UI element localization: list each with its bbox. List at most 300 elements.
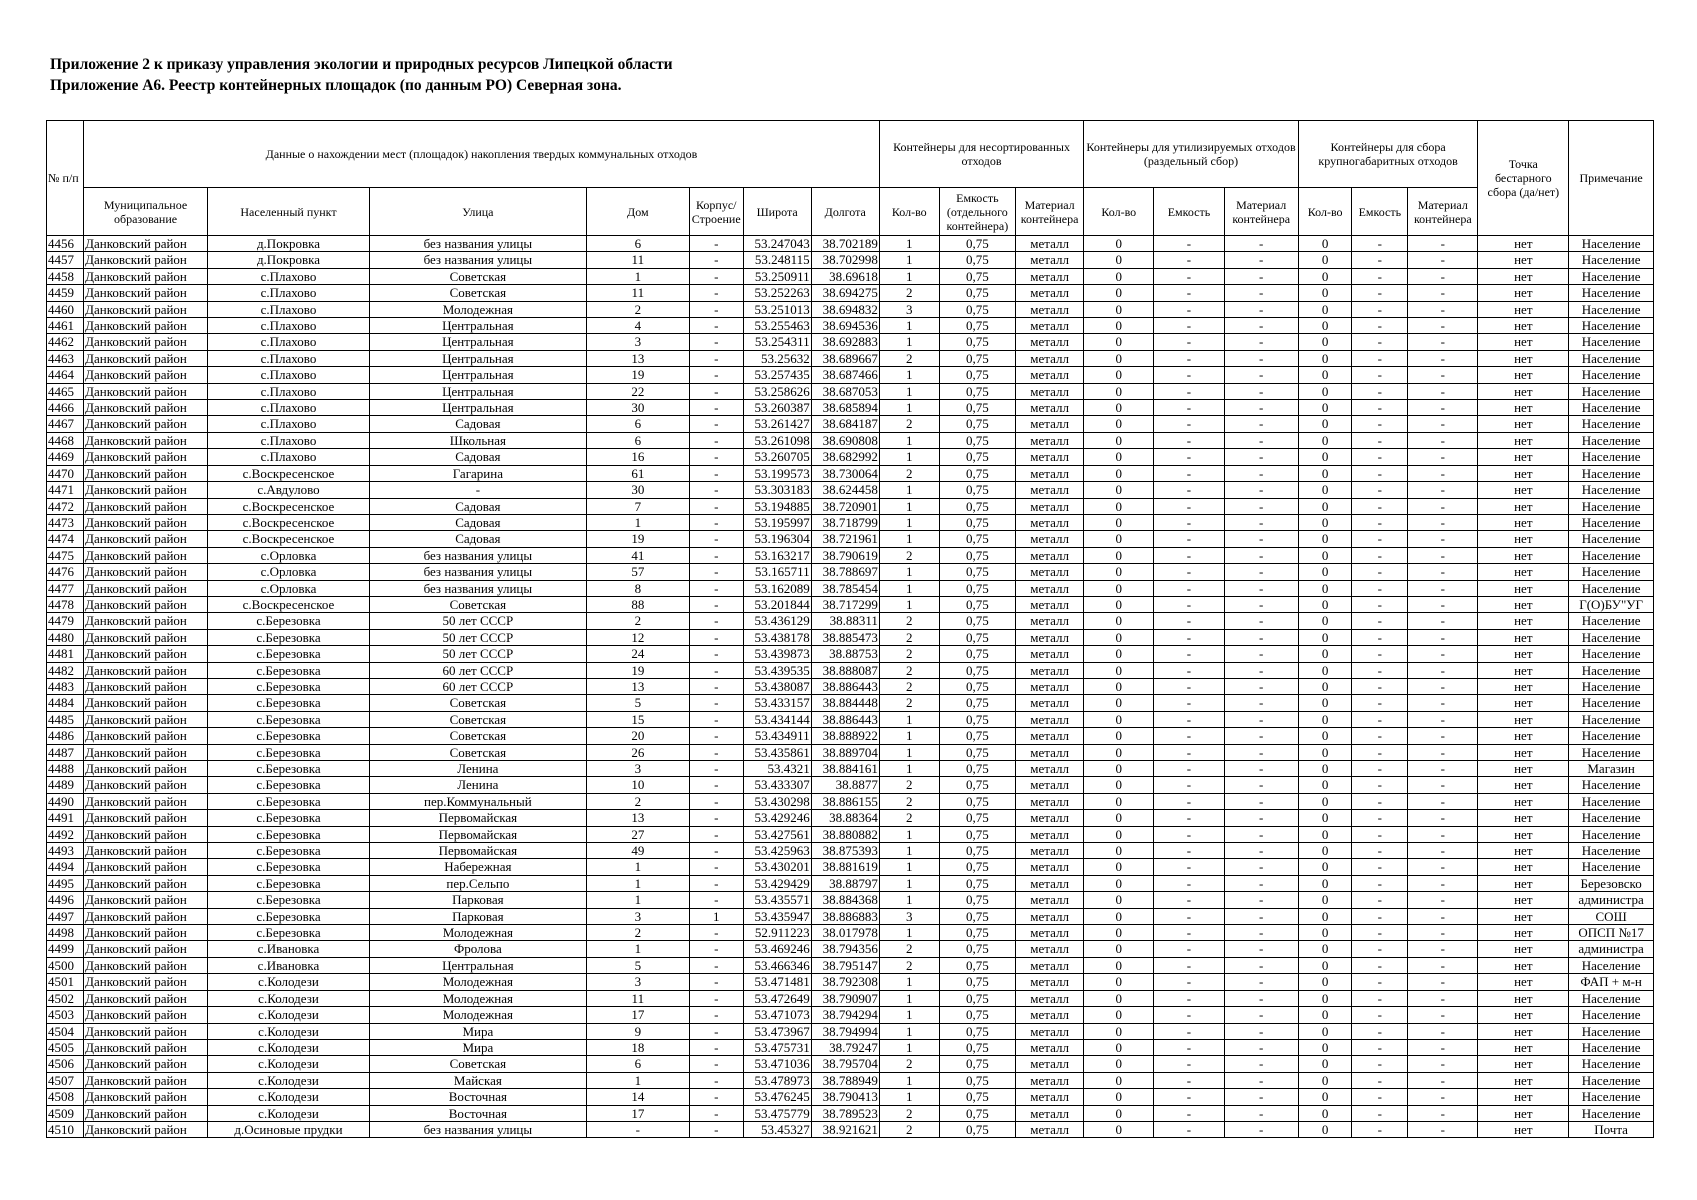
cell-unsorted-material: металл bbox=[1016, 318, 1084, 334]
table-row bbox=[47, 646, 1654, 662]
cell-recyclable-material: - bbox=[1224, 826, 1298, 842]
cell-building: - bbox=[689, 826, 743, 842]
cell-bulky-capacity: - bbox=[1352, 400, 1408, 416]
cell-lon: 38.790413 bbox=[811, 1089, 879, 1105]
cell-point: нет bbox=[1478, 531, 1569, 547]
cell-unsorted-count: 2 bbox=[879, 695, 939, 711]
cell-bulky-count: 0 bbox=[1298, 318, 1352, 334]
cell-recyclable-capacity: - bbox=[1154, 400, 1224, 416]
cell-house: 19 bbox=[586, 531, 689, 547]
cell-recyclable-capacity: - bbox=[1154, 875, 1224, 891]
cell-unsorted-material: металл bbox=[1016, 449, 1084, 465]
cell-lat: 53.466346 bbox=[743, 957, 811, 973]
table-row bbox=[47, 859, 1654, 875]
cell-house: 15 bbox=[586, 711, 689, 727]
cell-unsorted-capacity: 0,75 bbox=[939, 547, 1015, 563]
cell-unsorted-count: 2 bbox=[879, 646, 939, 662]
cell-bulky-count: 0 bbox=[1298, 580, 1352, 596]
header-bulky-capacity: Емкость bbox=[1352, 188, 1408, 236]
cell-bulky-material: - bbox=[1408, 761, 1478, 777]
cell-unsorted-count: 1 bbox=[879, 826, 939, 842]
cell-municipality: Данковский район bbox=[84, 695, 208, 711]
cell-bulky-count: 0 bbox=[1298, 498, 1352, 514]
cell-lon: 38.884161 bbox=[811, 761, 879, 777]
cell-house: 1 bbox=[586, 892, 689, 908]
cell-unsorted-capacity: 0,75 bbox=[939, 596, 1015, 612]
cell-building: 1 bbox=[689, 908, 743, 924]
cell-bulky-material: - bbox=[1408, 416, 1478, 432]
cell-unsorted-count: 1 bbox=[879, 711, 939, 727]
cell-recyclable-material: - bbox=[1224, 334, 1298, 350]
cell-municipality: Данковский район bbox=[84, 514, 208, 530]
cell-bulky-capacity: - bbox=[1352, 1105, 1408, 1121]
cell-bulky-material: - bbox=[1408, 1007, 1478, 1023]
cell-point: нет bbox=[1478, 859, 1569, 875]
cell-settlement: с.Орловка bbox=[207, 564, 369, 580]
cell-street: Майская bbox=[370, 1072, 587, 1088]
cell-lat: 53.303183 bbox=[743, 482, 811, 498]
cell-municipality: Данковский район bbox=[84, 957, 208, 973]
cell-bulky-capacity: - bbox=[1352, 580, 1408, 596]
cell-unsorted-material: металл bbox=[1016, 777, 1084, 793]
cell-recyclable-material: - bbox=[1224, 695, 1298, 711]
cell-unsorted-count: 1 bbox=[879, 334, 939, 350]
cell-building: - bbox=[689, 662, 743, 678]
cell-bulky-material: - bbox=[1408, 465, 1478, 481]
cell-bulky-count: 0 bbox=[1298, 252, 1352, 268]
cell-lon: 38.794994 bbox=[811, 1023, 879, 1039]
header-recyclable-count: Кол-во bbox=[1084, 188, 1154, 236]
cell-settlement: с.Плахово bbox=[207, 301, 369, 317]
cell-lon: 38.880882 bbox=[811, 826, 879, 842]
cell-bulky-material: - bbox=[1408, 531, 1478, 547]
cell-point: нет bbox=[1478, 695, 1569, 711]
cell-unsorted-capacity: 0,75 bbox=[939, 432, 1015, 448]
cell-house: 30 bbox=[586, 400, 689, 416]
cell-settlement: с.Березовка bbox=[207, 875, 369, 891]
cell-lat: 53.435947 bbox=[743, 908, 811, 924]
cell-lat: 53.435861 bbox=[743, 744, 811, 760]
cell-street: Мира bbox=[370, 1039, 587, 1055]
cell-unsorted-count: 1 bbox=[879, 383, 939, 399]
cell-lat: 53.199573 bbox=[743, 465, 811, 481]
cell-bulky-capacity: - bbox=[1352, 482, 1408, 498]
cell-lat: 53.45327 bbox=[743, 1121, 811, 1137]
cell-municipality: Данковский район bbox=[84, 875, 208, 891]
cell-lon: 38.702189 bbox=[811, 236, 879, 252]
cell-street: Ленина bbox=[370, 761, 587, 777]
cell-building: - bbox=[689, 1105, 743, 1121]
cell-house: 2 bbox=[586, 793, 689, 809]
cell-bulky-material: - bbox=[1408, 1121, 1478, 1137]
cell-building: - bbox=[689, 268, 743, 284]
cell-recyclable-count: 0 bbox=[1084, 859, 1154, 875]
cell-note: администра bbox=[1569, 892, 1654, 908]
cell-house: 11 bbox=[586, 285, 689, 301]
cell-street: Восточная bbox=[370, 1105, 587, 1121]
cell-point: нет bbox=[1478, 711, 1569, 727]
cell-num: 4466 bbox=[47, 400, 84, 416]
cell-num: 4472 bbox=[47, 498, 84, 514]
cell-point: нет bbox=[1478, 1105, 1569, 1121]
cell-street: - bbox=[370, 482, 587, 498]
header-settlement: Населенный пункт bbox=[207, 188, 369, 236]
cell-settlement: с.Колодези bbox=[207, 974, 369, 990]
cell-settlement: с.Плахово bbox=[207, 383, 369, 399]
cell-settlement: с.Березовка bbox=[207, 711, 369, 727]
cell-unsorted-capacity: 0,75 bbox=[939, 531, 1015, 547]
cell-street: Ленина bbox=[370, 777, 587, 793]
table-row bbox=[47, 695, 1654, 711]
cell-unsorted-material: металл bbox=[1016, 531, 1084, 547]
cell-num: 4504 bbox=[47, 1023, 84, 1039]
cell-unsorted-capacity: 0,75 bbox=[939, 908, 1015, 924]
header-lat: Широта bbox=[743, 188, 811, 236]
cell-bulky-capacity: - bbox=[1352, 793, 1408, 809]
table-row bbox=[47, 580, 1654, 596]
cell-bulky-capacity: - bbox=[1352, 1039, 1408, 1055]
cell-lon: 38.886443 bbox=[811, 678, 879, 694]
cell-recyclable-material: - bbox=[1224, 843, 1298, 859]
cell-street: Молодежная bbox=[370, 990, 587, 1006]
cell-settlement: с.Колодези bbox=[207, 1039, 369, 1055]
cell-building: - bbox=[689, 728, 743, 744]
cell-settlement: с.Ивановка bbox=[207, 957, 369, 973]
cell-recyclable-capacity: - bbox=[1154, 793, 1224, 809]
cell-bulky-count: 0 bbox=[1298, 892, 1352, 908]
cell-recyclable-capacity: - bbox=[1154, 1007, 1224, 1023]
cell-unsorted-material: металл bbox=[1016, 268, 1084, 284]
cell-unsorted-count: 1 bbox=[879, 268, 939, 284]
cell-unsorted-material: металл bbox=[1016, 1121, 1084, 1137]
cell-unsorted-capacity: 0,75 bbox=[939, 793, 1015, 809]
cell-unsorted-material: металл bbox=[1016, 843, 1084, 859]
cell-unsorted-material: металл bbox=[1016, 498, 1084, 514]
cell-municipality: Данковский район bbox=[84, 629, 208, 645]
cell-num: 4475 bbox=[47, 547, 84, 563]
cell-municipality: Данковский район bbox=[84, 1121, 208, 1137]
cell-unsorted-material: металл bbox=[1016, 1039, 1084, 1055]
cell-settlement: с.Плахово bbox=[207, 367, 369, 383]
cell-lon: 38.888087 bbox=[811, 662, 879, 678]
cell-unsorted-count: 2 bbox=[879, 957, 939, 973]
cell-note: Население bbox=[1569, 350, 1654, 366]
cell-note: Население bbox=[1569, 498, 1654, 514]
cell-street: Центральная bbox=[370, 367, 587, 383]
cell-point: нет bbox=[1478, 793, 1569, 809]
cell-num: 4487 bbox=[47, 744, 84, 760]
header-bulky-count: Кол-во bbox=[1298, 188, 1352, 236]
cell-bulky-capacity: - bbox=[1352, 613, 1408, 629]
cell-bulky-count: 0 bbox=[1298, 711, 1352, 727]
cell-lat: 53.436129 bbox=[743, 613, 811, 629]
cell-num: 4460 bbox=[47, 301, 84, 317]
cell-num: 4467 bbox=[47, 416, 84, 432]
cell-recyclable-material: - bbox=[1224, 301, 1298, 317]
cell-bulky-material: - bbox=[1408, 957, 1478, 973]
table-row bbox=[47, 285, 1654, 301]
cell-building: - bbox=[689, 449, 743, 465]
cell-recyclable-capacity: - bbox=[1154, 908, 1224, 924]
cell-unsorted-count: 2 bbox=[879, 350, 939, 366]
cell-municipality: Данковский район bbox=[84, 711, 208, 727]
table-row bbox=[47, 793, 1654, 809]
cell-building: - bbox=[689, 547, 743, 563]
cell-note: Население bbox=[1569, 449, 1654, 465]
cell-point: нет bbox=[1478, 875, 1569, 891]
cell-recyclable-count: 0 bbox=[1084, 777, 1154, 793]
cell-settlement: с.Колодези bbox=[207, 1007, 369, 1023]
cell-bulky-capacity: - bbox=[1352, 711, 1408, 727]
cell-recyclable-capacity: - bbox=[1154, 318, 1224, 334]
cell-lon: 38.788697 bbox=[811, 564, 879, 580]
table-row bbox=[47, 514, 1654, 530]
cell-bulky-count: 0 bbox=[1298, 1089, 1352, 1105]
cell-recyclable-count: 0 bbox=[1084, 400, 1154, 416]
cell-bulky-material: - bbox=[1408, 875, 1478, 891]
cell-recyclable-capacity: - bbox=[1154, 695, 1224, 711]
cell-lon: 38.684187 bbox=[811, 416, 879, 432]
cell-note: Население bbox=[1569, 662, 1654, 678]
cell-num: 4507 bbox=[47, 1072, 84, 1088]
cell-building: - bbox=[689, 646, 743, 662]
cell-street: Советская bbox=[370, 285, 587, 301]
cell-lat: 53.475779 bbox=[743, 1105, 811, 1121]
cell-bulky-count: 0 bbox=[1298, 629, 1352, 645]
cell-lon: 38.886883 bbox=[811, 908, 879, 924]
header-recyclable-material: Материал контейнера bbox=[1224, 188, 1298, 236]
table-row bbox=[47, 1007, 1654, 1023]
cell-bulky-count: 0 bbox=[1298, 334, 1352, 350]
cell-settlement: с.Березовка bbox=[207, 810, 369, 826]
cell-recyclable-count: 0 bbox=[1084, 843, 1154, 859]
cell-street: Восточная bbox=[370, 1089, 587, 1105]
cell-num: 4473 bbox=[47, 514, 84, 530]
cell-street: Парковая bbox=[370, 908, 587, 924]
cell-point: нет bbox=[1478, 580, 1569, 596]
cell-unsorted-material: металл bbox=[1016, 646, 1084, 662]
cell-street: без названия улицы bbox=[370, 547, 587, 563]
cell-lon: 38.790907 bbox=[811, 990, 879, 1006]
cell-house: 9 bbox=[586, 1023, 689, 1039]
cell-note: Население bbox=[1569, 1056, 1654, 1072]
cell-recyclable-material: - bbox=[1224, 236, 1298, 252]
cell-unsorted-material: металл bbox=[1016, 859, 1084, 875]
cell-municipality: Данковский район bbox=[84, 482, 208, 498]
cell-num: 4480 bbox=[47, 629, 84, 645]
cell-recyclable-material: - bbox=[1224, 990, 1298, 1006]
table-row bbox=[47, 843, 1654, 859]
table-row bbox=[47, 925, 1654, 941]
cell-unsorted-capacity: 0,75 bbox=[939, 875, 1015, 891]
cell-settlement: с.Воскресенское bbox=[207, 465, 369, 481]
cell-bulky-material: - bbox=[1408, 711, 1478, 727]
cell-point: нет bbox=[1478, 514, 1569, 530]
table-row bbox=[47, 974, 1654, 990]
table-row bbox=[47, 564, 1654, 580]
cell-recyclable-capacity: - bbox=[1154, 613, 1224, 629]
cell-street: Центральная bbox=[370, 957, 587, 973]
table-row bbox=[47, 318, 1654, 334]
cell-street: Центральная bbox=[370, 318, 587, 334]
cell-lon: 38.785454 bbox=[811, 580, 879, 596]
cell-house: 20 bbox=[586, 728, 689, 744]
cell-house: 22 bbox=[586, 383, 689, 399]
cell-lat: 53.165711 bbox=[743, 564, 811, 580]
cell-note: Население bbox=[1569, 1023, 1654, 1039]
cell-lon: 38.692883 bbox=[811, 334, 879, 350]
cell-num: 4499 bbox=[47, 941, 84, 957]
cell-point: нет bbox=[1478, 301, 1569, 317]
cell-bulky-count: 0 bbox=[1298, 596, 1352, 612]
cell-point: нет bbox=[1478, 236, 1569, 252]
cell-unsorted-count: 2 bbox=[879, 678, 939, 694]
cell-recyclable-count: 0 bbox=[1084, 482, 1154, 498]
cell-settlement: с.Березовка bbox=[207, 662, 369, 678]
cell-municipality: Данковский район bbox=[84, 449, 208, 465]
cell-bulky-capacity: - bbox=[1352, 350, 1408, 366]
cell-bulky-count: 0 bbox=[1298, 695, 1352, 711]
cell-bulky-count: 0 bbox=[1298, 1121, 1352, 1137]
cell-settlement: с.Березовка bbox=[207, 646, 369, 662]
cell-lat: 53.430201 bbox=[743, 859, 811, 875]
cell-point: нет bbox=[1478, 1023, 1569, 1039]
cell-point: нет bbox=[1478, 1056, 1569, 1072]
cell-recyclable-capacity: - bbox=[1154, 629, 1224, 645]
cell-recyclable-material: - bbox=[1224, 974, 1298, 990]
cell-bulky-count: 0 bbox=[1298, 416, 1352, 432]
table-row bbox=[47, 1023, 1654, 1039]
cell-settlement: с.Колодези bbox=[207, 1105, 369, 1121]
cell-municipality: Данковский район bbox=[84, 596, 208, 612]
cell-recyclable-material: - bbox=[1224, 941, 1298, 957]
cell-lat: 53.425963 bbox=[743, 843, 811, 859]
cell-street: Садовая bbox=[370, 416, 587, 432]
table-row bbox=[47, 1105, 1654, 1121]
cell-unsorted-count: 2 bbox=[879, 793, 939, 809]
cell-bulky-capacity: - bbox=[1352, 728, 1408, 744]
cell-settlement: с.Березовка bbox=[207, 629, 369, 645]
cell-point: нет bbox=[1478, 1089, 1569, 1105]
cell-lon: 38.792308 bbox=[811, 974, 879, 990]
cell-building: - bbox=[689, 875, 743, 891]
cell-unsorted-material: металл bbox=[1016, 744, 1084, 760]
cell-recyclable-material: - bbox=[1224, 1089, 1298, 1105]
cell-building: - bbox=[689, 925, 743, 941]
cell-unsorted-count: 1 bbox=[879, 990, 939, 1006]
cell-house: 6 bbox=[586, 1056, 689, 1072]
cell-unsorted-capacity: 0,75 bbox=[939, 826, 1015, 842]
cell-building: - bbox=[689, 236, 743, 252]
table-row bbox=[47, 1089, 1654, 1105]
table-row bbox=[47, 990, 1654, 1006]
cell-bulky-capacity: - bbox=[1352, 761, 1408, 777]
table-row bbox=[47, 1072, 1654, 1088]
cell-bulky-capacity: - bbox=[1352, 236, 1408, 252]
cell-recyclable-material: - bbox=[1224, 728, 1298, 744]
cell-bulky-count: 0 bbox=[1298, 547, 1352, 563]
cell-building: - bbox=[689, 990, 743, 1006]
cell-recyclable-count: 0 bbox=[1084, 596, 1154, 612]
cell-municipality: Данковский район bbox=[84, 416, 208, 432]
cell-lat: 53.248115 bbox=[743, 252, 811, 268]
cell-recyclable-count: 0 bbox=[1084, 957, 1154, 973]
cell-num: 4456 bbox=[47, 236, 84, 252]
cell-recyclable-count: 0 bbox=[1084, 252, 1154, 268]
cell-municipality: Данковский район bbox=[84, 252, 208, 268]
table-row bbox=[47, 810, 1654, 826]
title-line-2: Приложение А6. Реестр контейнерных площадок (по данным РО) Северная зона. bbox=[50, 77, 622, 94]
cell-building: - bbox=[689, 761, 743, 777]
cell-num: 4468 bbox=[47, 432, 84, 448]
cell-settlement: с.Авдулово bbox=[207, 482, 369, 498]
cell-note: Население bbox=[1569, 728, 1654, 744]
cell-unsorted-capacity: 0,75 bbox=[939, 449, 1015, 465]
cell-municipality: Данковский район bbox=[84, 1023, 208, 1039]
cell-lat: 53.4321 bbox=[743, 761, 811, 777]
cell-lat: 53.439535 bbox=[743, 662, 811, 678]
cell-note: Население bbox=[1569, 826, 1654, 842]
cell-bulky-count: 0 bbox=[1298, 564, 1352, 580]
cell-recyclable-capacity: - bbox=[1154, 1039, 1224, 1055]
table-row bbox=[47, 662, 1654, 678]
cell-bulky-count: 0 bbox=[1298, 793, 1352, 809]
cell-point: нет bbox=[1478, 974, 1569, 990]
header-bulky-group: Контейнеры для сбора крупногабаритных отходов bbox=[1298, 121, 1478, 188]
header-municipality: Муниципальное образование bbox=[84, 188, 208, 236]
cell-unsorted-capacity: 0,75 bbox=[939, 514, 1015, 530]
cell-note: Население bbox=[1569, 957, 1654, 973]
cell-lon: 38.730064 bbox=[811, 465, 879, 481]
cell-num: 4481 bbox=[47, 646, 84, 662]
cell-lon: 38.921621 bbox=[811, 1121, 879, 1137]
cell-bulky-capacity: - bbox=[1352, 318, 1408, 334]
cell-num: 4463 bbox=[47, 350, 84, 366]
table-row bbox=[47, 678, 1654, 694]
cell-lon: 38.69618 bbox=[811, 268, 879, 284]
cell-lat: 53.469246 bbox=[743, 941, 811, 957]
cell-bulky-count: 0 bbox=[1298, 859, 1352, 875]
cell-num: 4498 bbox=[47, 925, 84, 941]
table-row bbox=[47, 728, 1654, 744]
cell-lon: 38.8877 bbox=[811, 777, 879, 793]
cell-settlement: д.Покровка bbox=[207, 252, 369, 268]
cell-point: нет bbox=[1478, 957, 1569, 973]
cell-building: - bbox=[689, 1072, 743, 1088]
cell-street: Фролова bbox=[370, 941, 587, 957]
cell-num: 4493 bbox=[47, 843, 84, 859]
cell-point: нет bbox=[1478, 613, 1569, 629]
cell-recyclable-material: - bbox=[1224, 482, 1298, 498]
cell-house: 5 bbox=[586, 957, 689, 973]
header-building: Корпус/ Строение bbox=[689, 188, 743, 236]
cell-unsorted-count: 2 bbox=[879, 547, 939, 563]
cell-note: Население bbox=[1569, 777, 1654, 793]
cell-unsorted-capacity: 0,75 bbox=[939, 1105, 1015, 1121]
cell-recyclable-material: - bbox=[1224, 596, 1298, 612]
cell-num: 4497 bbox=[47, 908, 84, 924]
cell-bulky-capacity: - bbox=[1352, 1056, 1408, 1072]
cell-house: 13 bbox=[586, 678, 689, 694]
cell-municipality: Данковский район bbox=[84, 925, 208, 941]
cell-unsorted-material: металл bbox=[1016, 236, 1084, 252]
cell-bulky-capacity: - bbox=[1352, 416, 1408, 432]
cell-unsorted-material: металл bbox=[1016, 892, 1084, 908]
cell-recyclable-count: 0 bbox=[1084, 465, 1154, 481]
cell-lon: 38.788949 bbox=[811, 1072, 879, 1088]
cell-unsorted-capacity: 0,75 bbox=[939, 564, 1015, 580]
cell-recyclable-material: - bbox=[1224, 580, 1298, 596]
